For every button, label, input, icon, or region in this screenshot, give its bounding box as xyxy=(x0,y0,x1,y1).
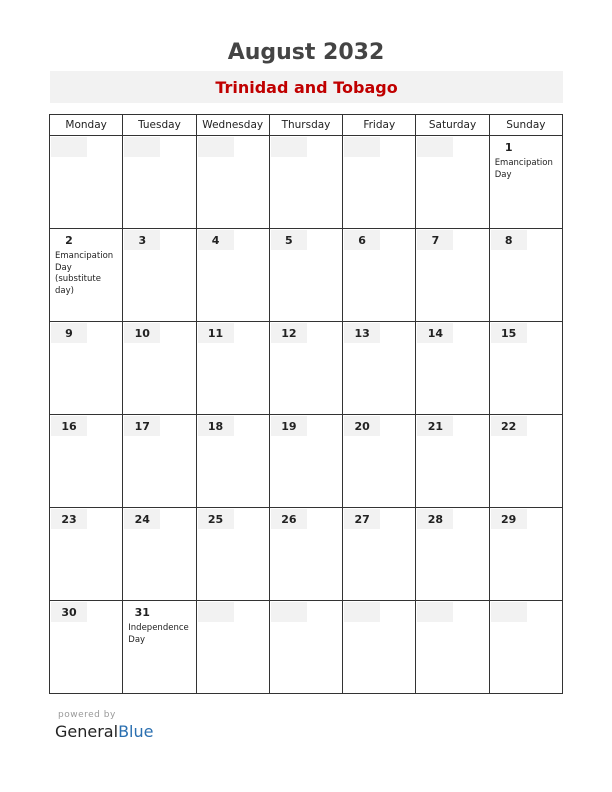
day-number: 21 xyxy=(417,416,453,436)
day-number: 22 xyxy=(491,416,527,436)
day-number: 6 xyxy=(344,230,380,250)
day-cell[interactable] xyxy=(489,601,562,694)
day-cell[interactable] xyxy=(50,322,123,415)
day-number: 14 xyxy=(417,323,453,343)
day-number: 10 xyxy=(124,323,160,343)
brand-blue: Blue xyxy=(118,722,154,741)
day-number xyxy=(491,602,527,622)
day-cell[interactable] xyxy=(489,136,562,229)
day-number xyxy=(417,602,453,622)
day-cell[interactable] xyxy=(269,415,342,508)
day-number xyxy=(198,602,234,622)
day-cell[interactable] xyxy=(269,136,342,229)
weekday-header-thursday: Thursday xyxy=(269,115,342,136)
day-cell[interactable] xyxy=(123,508,196,601)
day-cell[interactable] xyxy=(416,508,489,601)
day-number xyxy=(271,137,307,157)
day-number: 3 xyxy=(124,230,160,250)
day-number xyxy=(198,137,234,157)
day-cell[interactable] xyxy=(416,136,489,229)
day-cell[interactable] xyxy=(343,229,416,322)
week-row xyxy=(50,508,563,601)
day-cell[interactable] xyxy=(416,322,489,415)
day-number: 13 xyxy=(344,323,380,343)
day-cell[interactable] xyxy=(196,229,269,322)
day-cell[interactable] xyxy=(196,601,269,694)
page-title: August 2032 xyxy=(227,40,385,65)
holiday-label: Independence Day xyxy=(128,623,189,645)
day-cell[interactable] xyxy=(343,508,416,601)
weekday-header-row xyxy=(50,115,563,136)
day-number: 16 xyxy=(51,416,87,436)
day-number xyxy=(124,137,160,157)
day-number: 15 xyxy=(491,323,527,343)
week-row xyxy=(50,415,563,508)
day-cell[interactable] xyxy=(196,508,269,601)
day-cell[interactable] xyxy=(416,601,489,694)
day-cell[interactable] xyxy=(196,415,269,508)
day-cell[interactable] xyxy=(343,415,416,508)
day-cell[interactable] xyxy=(489,508,562,601)
day-cell[interactable] xyxy=(343,601,416,694)
day-number: 29 xyxy=(491,509,527,529)
day-number: 31 xyxy=(134,606,150,619)
day-cell[interactable] xyxy=(489,229,562,322)
brand-logo[interactable] xyxy=(55,722,153,741)
day-cell[interactable] xyxy=(50,508,123,601)
day-cell[interactable] xyxy=(416,229,489,322)
day-cell[interactable] xyxy=(343,322,416,415)
day-number: 18 xyxy=(198,416,234,436)
day-number: 11 xyxy=(198,323,234,343)
day-number xyxy=(271,602,307,622)
holiday-label: Emancipation Day xyxy=(494,158,553,180)
day-number: 27 xyxy=(344,509,380,529)
day-number: 5 xyxy=(271,230,307,250)
day-number: 1 xyxy=(504,141,513,154)
brand-general: General xyxy=(55,722,119,741)
day-number: 24 xyxy=(124,509,160,529)
day-cell[interactable] xyxy=(269,322,342,415)
day-number xyxy=(344,137,380,157)
weekday-header-monday: Monday xyxy=(50,115,123,136)
day-cell[interactable] xyxy=(269,229,342,322)
weekday-header-saturday: Saturday xyxy=(416,115,489,136)
day-cell[interactable] xyxy=(123,229,196,322)
day-number: 7 xyxy=(417,230,453,250)
day-cell[interactable] xyxy=(123,322,196,415)
day-cell[interactable] xyxy=(489,415,562,508)
day-number: 23 xyxy=(51,509,87,529)
day-number: 8 xyxy=(491,230,527,250)
day-number: 25 xyxy=(198,509,234,529)
day-number: 2 xyxy=(65,234,73,247)
country-name: Trinidad and Tobago xyxy=(50,71,563,103)
day-cell[interactable] xyxy=(416,415,489,508)
day-cell[interactable] xyxy=(50,601,123,694)
day-cell[interactable] xyxy=(50,415,123,508)
calendar-body xyxy=(50,136,563,694)
day-cell[interactable] xyxy=(123,136,196,229)
day-number: 9 xyxy=(51,323,87,343)
week-row xyxy=(50,601,563,694)
day-cell[interactable] xyxy=(50,136,123,229)
day-cell[interactable] xyxy=(50,229,123,322)
weekday-header-sunday: Sunday xyxy=(489,115,562,136)
day-number: 28 xyxy=(417,509,453,529)
day-number: 19 xyxy=(271,416,307,436)
day-number: 4 xyxy=(198,230,234,250)
calendar-grid xyxy=(49,114,563,694)
day-number: 30 xyxy=(51,602,87,622)
weekday-header-wednesday: Wednesday xyxy=(196,115,269,136)
day-number: 20 xyxy=(344,416,380,436)
day-cell[interactable] xyxy=(489,322,562,415)
day-cell[interactable] xyxy=(269,601,342,694)
week-row xyxy=(50,136,563,229)
day-cell[interactable] xyxy=(123,601,196,694)
week-row xyxy=(50,229,563,322)
day-cell[interactable] xyxy=(269,508,342,601)
day-number xyxy=(344,602,380,622)
weekday-header-friday: Friday xyxy=(343,115,416,136)
day-number: 17 xyxy=(124,416,160,436)
holiday-label: Emancipation Day (substitute day) xyxy=(55,251,114,296)
powered-by-text: powered by xyxy=(58,710,116,720)
day-cell[interactable] xyxy=(196,322,269,415)
day-number: 26 xyxy=(271,509,307,529)
day-cell[interactable] xyxy=(196,136,269,229)
day-number: 12 xyxy=(271,323,307,343)
day-number xyxy=(51,137,87,157)
day-cell[interactable] xyxy=(123,415,196,508)
day-cell[interactable] xyxy=(343,136,416,229)
week-row xyxy=(50,322,563,415)
weekday-header-tuesday: Tuesday xyxy=(123,115,196,136)
day-number xyxy=(417,137,453,157)
